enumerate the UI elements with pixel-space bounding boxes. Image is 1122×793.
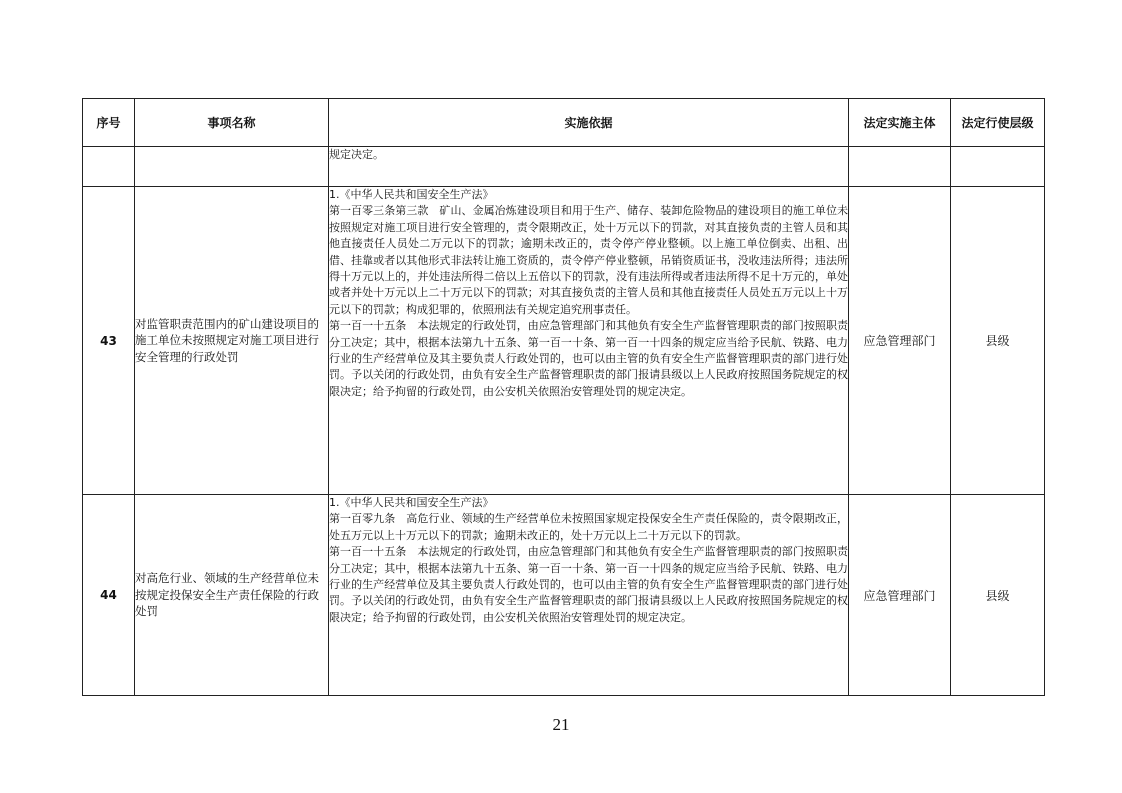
basis-article-1: 第一百零三条第三款 矿山、金属冶炼建设项目和用于生产、储存、装卸危险物品的建设项目的施工单位未按照规定对施工项目进行安全管理的，责令限期改正，处十万元以下的罚款，对其直接负责的主管人员和其他直接责任人员处二万元以下的罚款；逾期未改正的，责令停产停业整顿。以上施工单位倒卖、出租、出借、挂靠或者以其他形式非法转让施工资质的，责令停产停业整顿，吊销资质证书，没收违法所得；违法所得十万元以上的，并处违法所得二倍以上五倍以下的罚款，没有违法所得或者违法所得不足十万元的，单处或者并处十万元以上二十万元以下的罚款；对其直接负责的主管人员和其他直接责任人员处五万元以上十万元以下的罚款；构成犯罪的，依照刑法有关规定追究刑事责任。 — [329, 204, 848, 316]
header-subject: 法定实施主体 — [849, 99, 951, 147]
header-name: 事项名称 — [135, 99, 329, 147]
basis-law-title: 1.《中华人民共和国安全生产法》 — [329, 188, 494, 201]
header-basis: 实施依据 — [329, 99, 849, 147]
continuation-basis — [329, 147, 849, 187]
basis-article-2: 第一百一十五条 本法规定的行政处罚，由应急管理部门和其他负有安全生产监督管理职责的部门按照职责分工决定；其中，根据本法第九十五条、第一百一十条、第一百一十四条的规定应当给予民航、铁路、电力行业的生产经营单位及其主要负责人行政处罚的，也可以由主管的负有安全生产监督管理职责的部门进行处罚。予以关闭的行政处罚，由负有安全生产监督管理职责的部门报请县级以上人民政府按照国务院规定的权限决定；给予拘留的行政处罚，由公安机关依照治安管理处罚的规定决定。 — [329, 545, 848, 624]
basis-article-2: 第一百一十五条 本法规定的行政处罚，由应急管理部门和其他负有安全生产监督管理职责的部门按照职责分工决定；其中，根据本法第九十五条、第一百一十条、第一百一十四条的规定应当给予民航、铁路、电力行业的生产经营单位及其主要负责人行政处罚的，也可以由主管的负有安全生产监督管理职责的部门进行处罚。予以关闭的行政处罚，由负有安全生产监督管理职责的部门报请县级以上人民政府按照国务院规定的权限决定；给予拘留的行政处罚，由公安机关依照治安管理处罚的规定决定。 — [329, 319, 848, 398]
continuation-row — [83, 147, 1045, 187]
row-number: 43 — [83, 187, 135, 495]
page-number: 21 — [552, 715, 570, 734]
basis-article-1: 第一百零九条 高危行业、领域的生产经营单位未按照国家规定投保安全生产责任保险的，责令限期改正，处五万元以上十万元以下的罚款；逾期未改正的，处十万元以上二十万元以下的罚款。 — [329, 512, 848, 542]
continuation-no — [83, 147, 135, 187]
continuation-level — [951, 147, 1045, 187]
item-name: 对监管职责范围内的矿山建设项目的施工单位未按照规定对施工项目进行安全管理的行政处罚 — [135, 187, 329, 495]
item-name: 对高危行业、领域的生产经营单位未按规定投保安全生产责任保险的行政处罚 — [135, 495, 329, 696]
row-number: 44 — [83, 495, 135, 696]
continuation-subject — [849, 147, 951, 187]
basis-law-title: 1.《中华人民共和国安全生产法》 — [329, 496, 494, 509]
header-row — [83, 99, 1045, 147]
legal-basis — [329, 495, 849, 696]
exercise-level: 县级 — [951, 495, 1045, 696]
exercise-level: 县级 — [951, 187, 1045, 495]
header-level: 法定行使层级 — [951, 99, 1045, 147]
header-no: 序号 — [83, 99, 135, 147]
implementing-subject: 应急管理部门 — [849, 495, 951, 696]
table-row — [83, 495, 1045, 696]
implementing-subject: 应急管理部门 — [849, 187, 951, 495]
legal-basis — [329, 187, 849, 495]
continuation-name — [135, 147, 329, 187]
table-row — [83, 187, 1045, 495]
continuation-basis-text: 规定决定。 — [329, 148, 384, 161]
regulation-table — [82, 98, 1045, 696]
